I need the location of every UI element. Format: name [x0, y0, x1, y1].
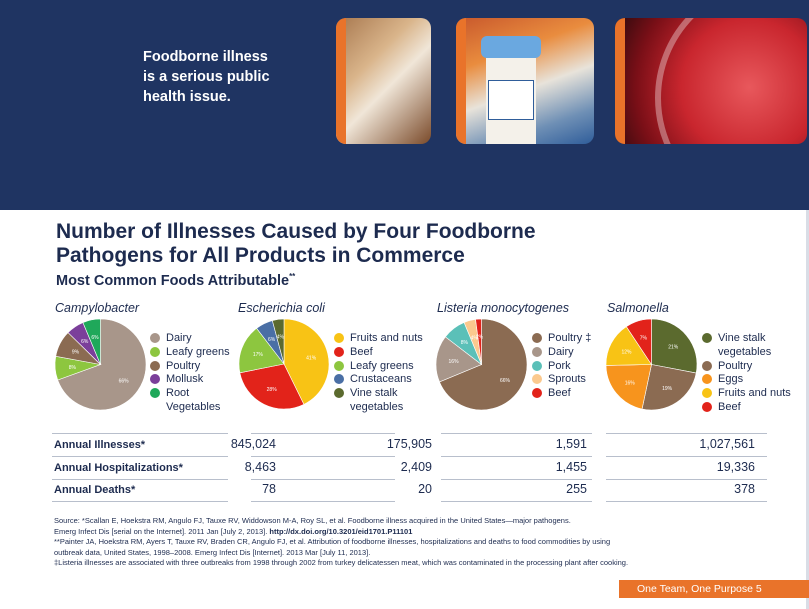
legend-item: [334, 387, 423, 415]
table-cell: 20: [418, 482, 432, 496]
table-cell: 378: [734, 482, 755, 496]
legend-item: [150, 346, 230, 360]
campylobacter-legend: [150, 332, 230, 415]
header-banner: [0, 0, 809, 210]
pie-slice-label: 17%: [252, 352, 263, 359]
legend-label: Root Vegetables: [166, 387, 221, 413]
legend-label: Beef: [350, 345, 373, 358]
pie-slice-label: 6%: [91, 334, 99, 341]
legend-swatch: [702, 402, 712, 412]
table-rule: [441, 501, 592, 502]
table-row: [52, 458, 772, 480]
source-line: ‡Listeria illnesses are associated with three outbreaks from 1998 through 2002 from turkey delicatessen meat, which was contaminated in the processing plant after cooking.: [54, 558, 629, 568]
row-label: Annual Hospitalizations*: [54, 462, 183, 474]
legend-item: [702, 387, 791, 401]
legend-swatch: [334, 388, 344, 398]
pie-slice-label: 7%: [639, 335, 647, 342]
legend-item: [334, 373, 423, 387]
table-cell: 2,409: [400, 460, 432, 474]
legend-item: [702, 373, 791, 387]
legend-label: Dairy: [166, 332, 192, 344]
source-line: **Painter JA, Hoekstra RM, Ayers T, Tauxe RV, Braden CR, Angulo FJ, et al. Attribution of foodborne illnesses, hospitalizations and deaths to food commodities by using: [54, 537, 611, 547]
table-row: [52, 480, 772, 502]
table-cell: 1,591: [555, 437, 587, 451]
subtitle-footnote-mark: **: [289, 272, 296, 281]
legend-label: Fruits and nuts: [718, 387, 791, 400]
legend-swatch: [702, 374, 712, 384]
legend-item: [150, 387, 230, 415]
legend-label: Vine stalk vegetables: [350, 387, 404, 413]
legend-item: [532, 346, 591, 360]
page-subtitle: [56, 272, 295, 289]
table-rule: [52, 456, 228, 457]
pie-slice-label: 8%: [68, 364, 77, 371]
legend-item: [532, 387, 591, 401]
table-cell: 1,027,561: [699, 437, 755, 451]
source-line: outbreak data, United States, 1998–2008. Emerg Infect Dis [Internet]. 2013 Mar [July 11, 2013].: [54, 547, 371, 557]
salmonella-title: Salmonella: [607, 301, 669, 315]
legend-label: Beef: [548, 387, 571, 400]
pie-slice-label: 6%: [81, 339, 89, 346]
source-text: Emerg Infect Dis [serial on the Internet]. 2011 Jan [July 2, 2013].: [54, 526, 270, 536]
legend-swatch: [334, 361, 344, 371]
legend-item: [150, 360, 230, 374]
table-rule: [606, 433, 767, 434]
legend-item: [532, 360, 591, 374]
header-tagline: Foodborne illness is a serious public health issue.: [143, 49, 270, 105]
legend-label: Poultry ‡: [548, 332, 592, 344]
pie-slice-label: 2%: [476, 334, 484, 341]
pie-slice-label: 66%: [499, 378, 510, 385]
table-rule: [52, 433, 228, 434]
table-cell: 255: [566, 482, 587, 496]
legend-swatch: [702, 361, 712, 371]
table-rule: [606, 456, 767, 457]
page-title: Number of Illnesses Caused by Four Foodborne Pathogens for All Products in Commerce: [56, 220, 536, 267]
legend-label: Pork: [548, 359, 571, 372]
pie-slice-label: 19%: [662, 385, 673, 392]
pie-slice-label: 41%: [306, 355, 317, 362]
legend-swatch: [532, 347, 542, 357]
table-cell: 8,463: [244, 460, 276, 474]
table-rule: [441, 433, 592, 434]
table-cell: 175,905: [386, 437, 432, 451]
legend-swatch: [532, 374, 542, 384]
pie-slice-label: 16%: [624, 380, 635, 387]
legend-label: Eggs: [718, 373, 744, 386]
table-rule: [251, 456, 395, 457]
table-row: [52, 435, 772, 457]
campylobacter-pie: [55, 319, 146, 410]
table-cell: 845,024: [230, 437, 276, 451]
source-notes: [54, 516, 774, 569]
pie-slice-label: 4%: [470, 335, 478, 342]
source-line: [54, 527, 774, 538]
legend-swatch: [150, 388, 160, 398]
legend-swatch: [150, 333, 160, 343]
table-cell: 19,336: [716, 460, 755, 474]
table-cell: 1,455: [555, 460, 587, 474]
pie-slice-label: 9%: [71, 349, 80, 356]
row-label: Annual Illnesses*: [54, 439, 146, 451]
legend-label: Leafy greens: [350, 359, 414, 372]
lab-scientist-photo: [336, 18, 431, 144]
legend-item: [334, 346, 423, 360]
legend-item: [334, 332, 423, 346]
legend-swatch: [150, 374, 160, 384]
petri-dish-photo: [615, 18, 807, 144]
legend-label: Fruits and nuts: [350, 332, 423, 344]
subtitle-text: Most Common Foods Attributable: [56, 272, 290, 289]
pie-slice-label: 4%: [276, 334, 284, 341]
table-rule: [251, 433, 395, 434]
table-cell: 78: [262, 482, 276, 496]
pie-slice-label: 12%: [621, 349, 632, 356]
doi-link[interactable]: http://dx.doi.org/10.3201/eid1701.P11101: [269, 526, 413, 536]
row-label: Annual Deaths*: [54, 484, 136, 496]
legend-item: [150, 332, 230, 346]
legend-label: Crustaceans: [350, 373, 412, 386]
ecoli-legend: [334, 332, 423, 415]
legend-swatch: [702, 333, 712, 343]
legend-item: [150, 373, 230, 387]
legend-label: Leafy greens: [166, 345, 230, 358]
legend-item: [702, 360, 791, 374]
table-rule: [52, 501, 228, 502]
legend-label: Vine stalk vegetables: [718, 332, 772, 358]
listeria-legend: [532, 332, 591, 401]
legend-swatch: [532, 388, 542, 398]
source-line: Source: *Scallan E, Hoekstra RM, Angulo FJ, Tauxe RV, Widdowson M-A, Roy SL, et al. Foodborne illness acquired in the United States—major pathogens.: [54, 516, 571, 525]
listeria-title: Listeria monocytogenes: [437, 301, 570, 315]
legend-item: [334, 360, 423, 374]
ecoli-title: Escherichia coli: [238, 301, 325, 315]
legend-swatch: [532, 333, 542, 343]
sample-vial-photo: [456, 18, 594, 144]
page-footer: One Team, One Purpose 5: [619, 580, 809, 598]
legend-swatch: [702, 388, 712, 398]
pie-slice-label: 28%: [266, 387, 277, 394]
legend-item: [532, 332, 591, 346]
table-rule: [441, 456, 592, 457]
legend-label: Poultry: [718, 359, 753, 372]
salmonella-legend: [702, 332, 791, 415]
pie-slice-label: 21%: [668, 344, 679, 351]
legend-label: Beef: [718, 400, 741, 413]
legend-label: Sprouts: [548, 373, 586, 386]
table-rule: [606, 501, 767, 502]
table-rule: [251, 501, 395, 502]
salmonella-pie: [606, 319, 697, 410]
pie-slice-label: 6%: [268, 336, 276, 343]
legend-swatch: [334, 347, 344, 357]
pie-slice-label: 8%: [460, 340, 468, 347]
listeria-pie: [436, 319, 527, 410]
pie-slice-label: 66%: [118, 378, 129, 385]
legend-swatch: [334, 374, 344, 384]
ecoli-pie: [239, 319, 329, 409]
legend-swatch: [532, 361, 542, 371]
legend-swatch: [150, 347, 160, 357]
legend-item: [702, 401, 791, 415]
legend-label: Mollusk: [166, 373, 204, 386]
legend-item: [532, 373, 591, 387]
legend-label: Poultry: [166, 359, 201, 372]
legend-swatch: [150, 361, 160, 371]
legend-label: Dairy: [548, 345, 574, 358]
campylobacter-title: Campylobacter: [55, 301, 140, 315]
legend-swatch: [334, 333, 344, 343]
pie-slice-label: 16%: [448, 358, 459, 365]
legend-item: [702, 332, 791, 360]
